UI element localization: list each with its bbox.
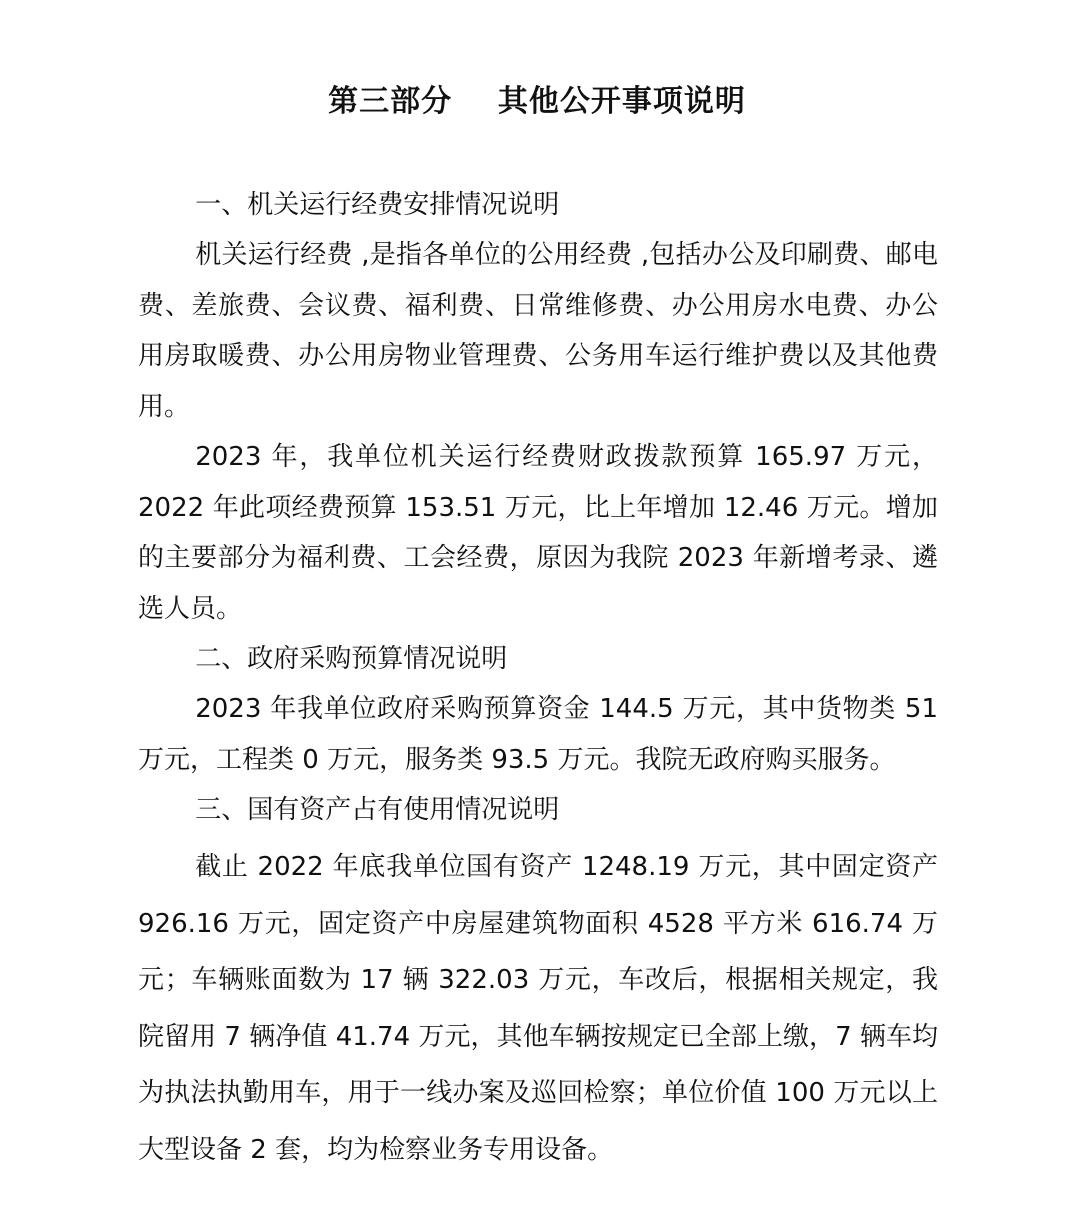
section-heading: 三、国有资产占有使用情况说明 xyxy=(195,795,560,825)
paragraph: 2023 年我单位政府采购预算资金 144.5 万元，其中货物类 51 万元，工程类 0 万元，服务类 93.5 万元。我院无政府购买服务。 xyxy=(138,694,938,775)
section-government-procurement xyxy=(138,634,938,785)
section-heading: 一、机关运行经费安排情况说明 xyxy=(195,190,560,220)
paragraph: 截止 2022 年底我单位国有资产 1248.19 万元，其中固定资产 926.16 万元，固定资产中房屋建筑物面积 4528 平方米 616.74 万元；车辆账面数为 17 辆 322.03 万元，车改后，根据相关规定，我院留用 7 辆净值 41.74 万元，其他车辆按规定已全部上缴，7 辆车均为执法执勤用车，用于一线办案及巡回检察；单位价值 100 万元以上大型设备 2 套，均为检察业务专用设备。 xyxy=(138,852,938,1165)
section-operating-funds xyxy=(138,180,938,634)
document-title: 第三部分 其他公开事项说明 xyxy=(328,84,746,119)
section-heading: 二、政府采购预算情况说明 xyxy=(195,644,508,674)
paragraph: 2023 年，我单位机关运行经费财政拨款预算 165.97 万元，2022 年此项经费预算 153.51 万元，比上年增加 12.46 万元。增加的主要部分为福利费、工会经费，原因为我院 2023 年新增考录、遴选人员。 xyxy=(138,442,938,624)
section-state-assets xyxy=(138,785,938,1178)
document-body xyxy=(138,180,938,1178)
paragraph: 机关运行经费 ,是指各单位的公用经费 ,包括办公及印刷费、邮电费、差旅费、会议费、福利费、日常维修费、办公用房水电费、办公用房取暖费、办公用房物业管理费、公务用车运行维护费以及其他费用。 xyxy=(138,240,938,422)
